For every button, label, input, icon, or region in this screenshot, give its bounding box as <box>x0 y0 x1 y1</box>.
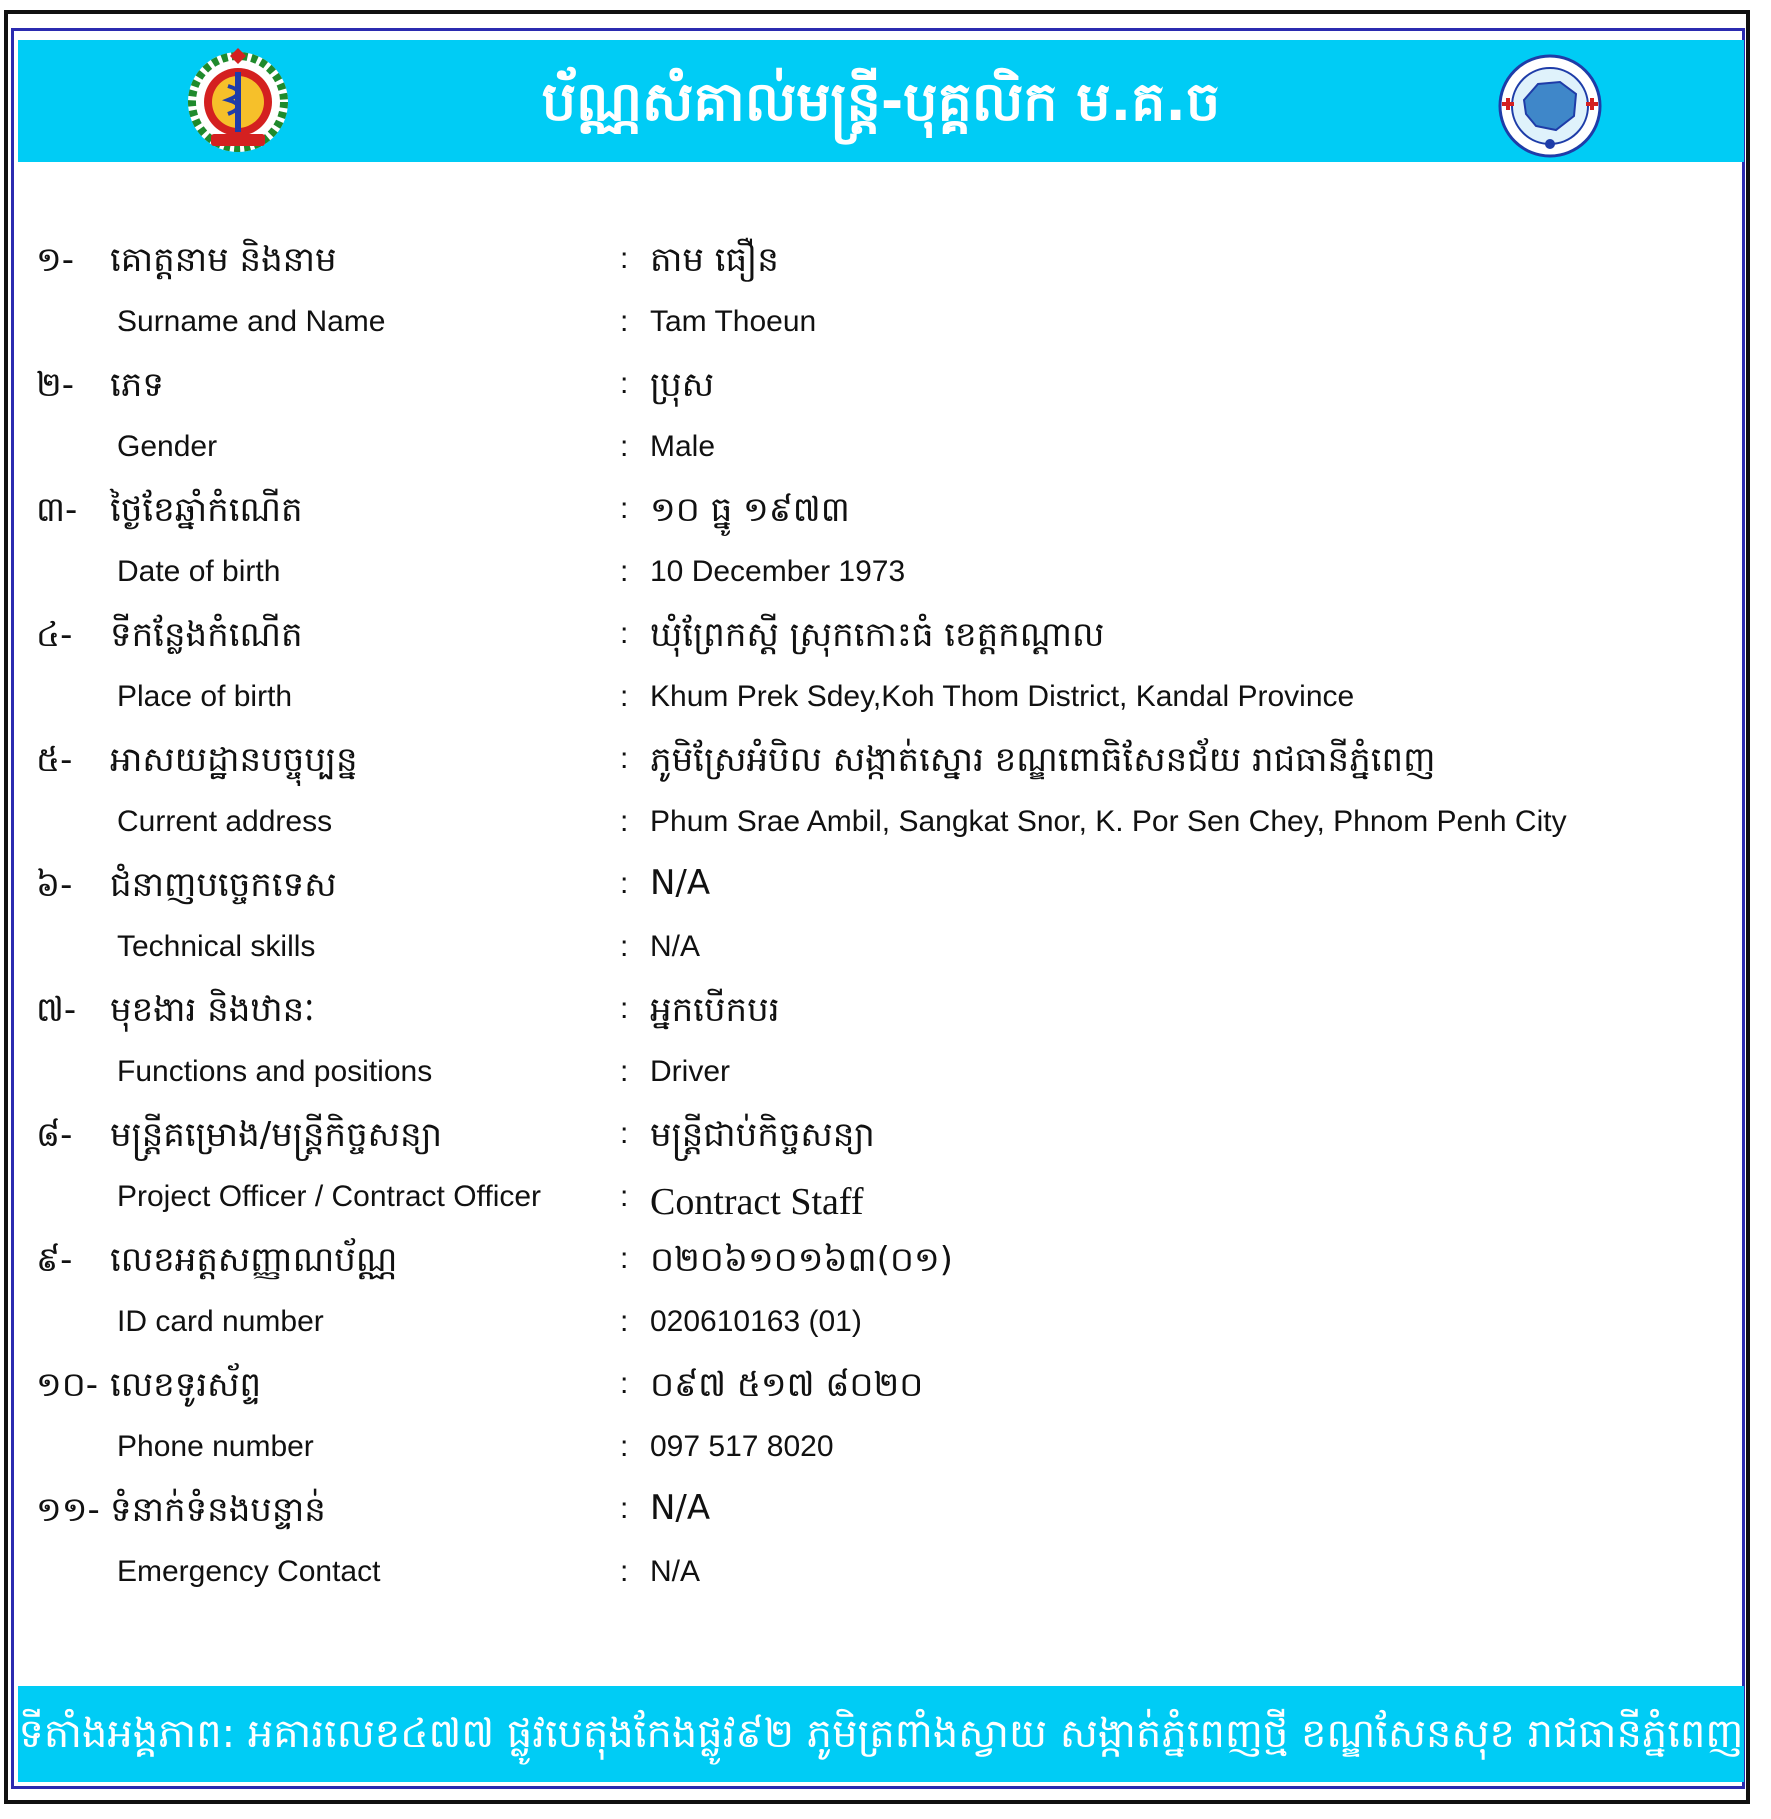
field-value-en: Driver <box>650 1055 730 1088</box>
field-label-en: Gender <box>117 430 218 463</box>
footer-banner <box>18 1686 1744 1782</box>
field-label-km: មុខងារ និងឋានៈ <box>110 990 315 1030</box>
field-number: ១០- <box>36 1365 99 1405</box>
field-colon: : <box>620 492 629 525</box>
field-value-en: N/A <box>650 930 701 963</box>
field-label-km: លេខអត្តសញ្ញាណប័ណ្ណ <box>110 1240 398 1280</box>
field-value-en: Phum Srae Ambil, Sangkat Snor, K. Por Sen Chey, Phnom Penh City <box>650 805 1567 838</box>
field-colon: : <box>620 617 629 650</box>
field-number: ១១- <box>36 1490 100 1530</box>
field-colon: : <box>620 367 629 400</box>
field-number: ៦- <box>36 865 73 905</box>
field-label-en: Current address <box>117 805 333 838</box>
field-value-km: មន្ត្រីជាប់កិច្ចសន្យា <box>650 1115 875 1155</box>
field-label-en: ID card number <box>117 1305 324 1338</box>
field-label-km: គោត្តនាម និងនាម <box>110 240 337 280</box>
field-colon: : <box>620 680 629 713</box>
card-title: ប័ណ្ណសំគាល់មន្ត្រី-បុគ្គលិក ម.គ.ច <box>541 70 1221 133</box>
field-value-km: ភូមិស្រែអំបិល សង្កាត់ស្នោរ ខណ្ឌពោធិសែនជ័យ រាជធានីភ្នំពេញ <box>650 740 1436 780</box>
field-label-en: Surname and Name <box>117 305 386 338</box>
field-label-km: លេខទូរស័ព្ទ <box>110 1365 262 1405</box>
field-value-en: Contract Staff <box>650 1181 864 1223</box>
field-value-en: 097 517 8020 <box>650 1430 834 1463</box>
field-number: ១- <box>36 240 75 280</box>
field-colon: : <box>620 305 629 338</box>
field-value-km: N/A <box>650 1488 711 1528</box>
field-label-en: Functions and positions <box>117 1055 433 1088</box>
field-colon: : <box>620 992 629 1025</box>
field-label-en: Phone number <box>117 1430 314 1463</box>
footer-address: ទីតាំងអង្គភាព: អគារលេខ៤៧៧ ផ្លូវបេតុងកែងផ្លូវ៩២ ភូមិត្រពាំងស្វាយ សង្កាត់ភ្នំពេញថ្មី ខណ្ឌសែនសុខ រាជធានីភ្នំពេញ <box>18 1711 1744 1757</box>
field-colon: : <box>620 930 629 963</box>
field-value-km: ០៩៧ ៥១៧ ៨០២០ <box>650 1365 924 1405</box>
field-label-en: Technical skills <box>117 930 316 963</box>
field-value-km: អ្នកបើកបរ <box>650 990 780 1030</box>
header-banner <box>18 40 1744 162</box>
field-value-km: តាម ធឿន <box>650 240 779 280</box>
field-label-km: មន្ត្រីគម្រោង/មន្ត្រីកិច្ចសន្យា <box>110 1115 443 1155</box>
field-label-km: ជំនាញបច្ចេកទេស <box>110 865 337 905</box>
field-colon: : <box>620 1492 629 1525</box>
field-label-en: Date of birth <box>117 555 281 588</box>
field-label-km: អាសយដ្ឋានបច្ចុប្បន្ន <box>110 740 358 780</box>
field-colon: : <box>620 242 629 275</box>
field-number: ៨- <box>36 1115 73 1155</box>
field-colon: : <box>620 742 629 775</box>
field-colon: : <box>620 805 629 838</box>
field-colon: : <box>620 1367 629 1400</box>
field-value-km: ប្រុស <box>650 365 715 405</box>
field-label-en: Place of birth <box>117 680 293 713</box>
field-number: ៤- <box>36 615 73 655</box>
field-colon: : <box>620 1117 629 1150</box>
field-colon: : <box>620 430 629 463</box>
field-number: ២- <box>36 365 75 405</box>
field-colon: : <box>620 1055 629 1088</box>
field-value-km: N/A <box>650 863 711 903</box>
field-number: ៥- <box>36 740 73 780</box>
field-value-en: 10 December 1973 <box>650 555 906 588</box>
field-value-en: Male <box>650 430 716 463</box>
field-colon: : <box>620 1242 629 1275</box>
field-colon: : <box>620 1305 629 1338</box>
field-value-km: ឃុំព្រែកស្ដី ស្រុកកោះធំ ខេត្តកណ្ដាល <box>650 615 1105 655</box>
field-colon: : <box>620 1430 629 1463</box>
field-label-en: Emergency Contact <box>117 1555 381 1588</box>
center-seal-icon <box>1498 54 1602 158</box>
field-colon: : <box>620 1555 629 1588</box>
field-value-en: Khum Prek Sdey,Koh Thom District, Kandal Province <box>650 680 1355 713</box>
field-value-km: ០២០៦១០១៦៣(០១) <box>650 1240 953 1280</box>
field-number: ៣- <box>36 490 78 530</box>
field-value-en: 020610163 (01) <box>650 1305 862 1338</box>
field-colon: : <box>620 555 629 588</box>
field-value-km: ១០ ធ្នូ ១៩៧៣ <box>650 490 850 530</box>
field-label-km: ភេទ <box>110 365 164 405</box>
field-colon: : <box>620 867 629 900</box>
field-label-en: Project Officer / Contract Officer <box>117 1180 542 1213</box>
field-label-km: ទំនាក់ទំនងបន្ទាន់ <box>110 1490 326 1530</box>
field-label-km: ទីកន្លែងកំណើត <box>110 615 303 655</box>
field-number: ៩- <box>36 1240 73 1280</box>
field-label-km: ថ្ងៃខែឆ្នាំកំណើត <box>110 490 303 530</box>
field-colon: : <box>620 1180 629 1213</box>
field-value-en: N/A <box>650 1555 701 1588</box>
field-number: ៧- <box>36 990 77 1030</box>
field-value-en: Tam Thoeun <box>650 305 817 338</box>
